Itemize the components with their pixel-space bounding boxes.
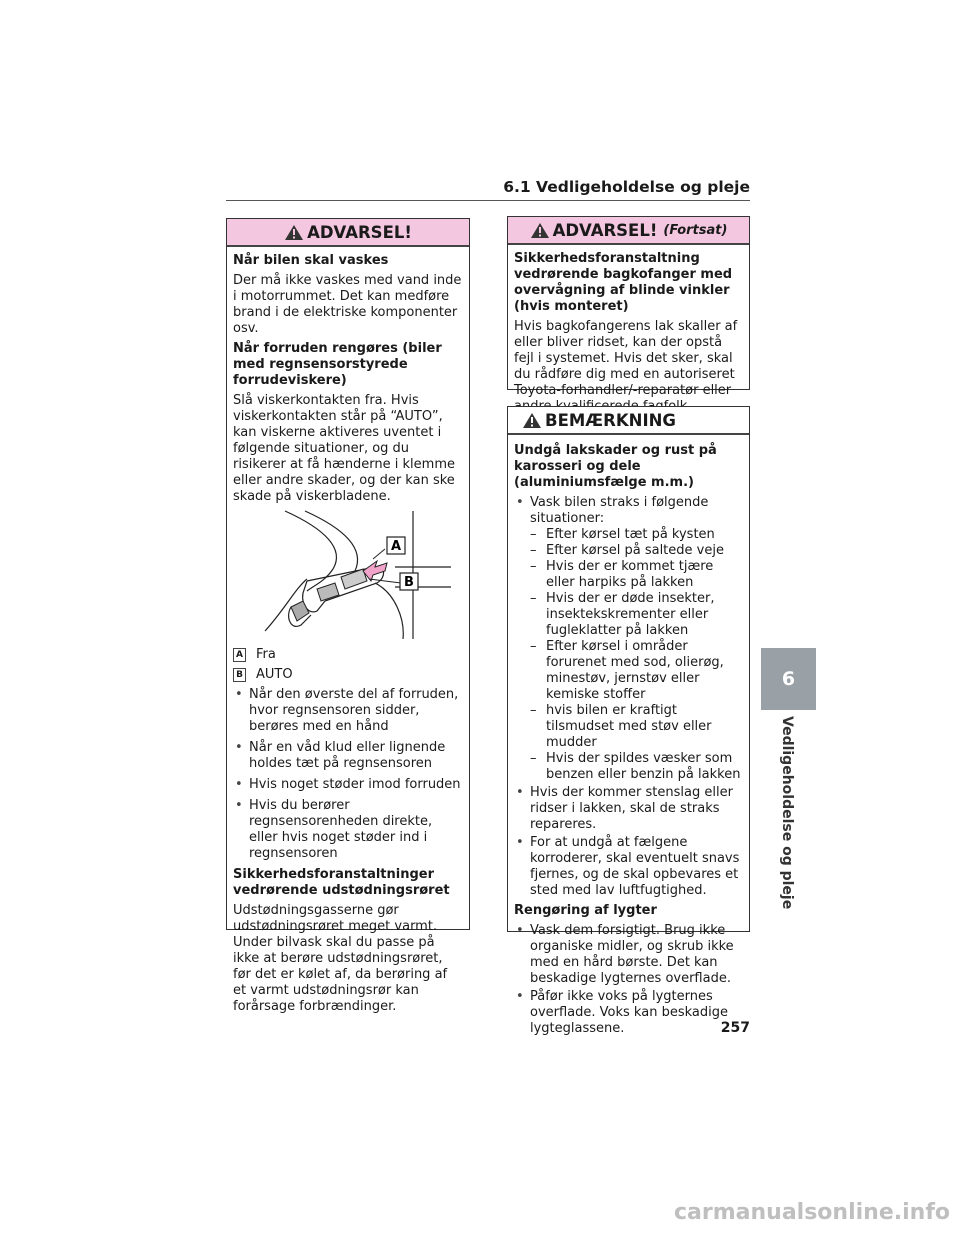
list-item: • Vask dem forsigtigt. Brug ikke organiske midler, og skrub ikke med en hård børste. Det kan beskadige lygternes overflade. [514, 923, 743, 987]
warning-box-continued [507, 216, 750, 398]
paint-bullet-list [514, 495, 743, 899]
legend-key-b: B [233, 668, 246, 682]
legend-text-b: AUTO [256, 667, 293, 682]
warning-box-left [226, 218, 470, 1014]
warning-title-text: ADVARSEL! [552, 221, 658, 240]
notice-title-text: BEMÆRKNING [545, 411, 676, 430]
sensor-bullet-list [233, 687, 463, 862]
heading-windshield: Når forruden rengøres (biler med regnsensorstyrede forrudeviskere) [233, 341, 442, 388]
list-item: • For at undgå at fælgene korroderer, skal eventuelt snavs fjernes, og de skal opbevares et sted med lav luftfugtighed. [514, 835, 743, 899]
list-item: • Hvis der kommer stenslag eller ridser i lakken, skal de straks repareres. [514, 785, 743, 833]
list-item [514, 495, 743, 783]
paragraph-rear-bumper: Hvis bagkofangerens lak skaller af eller bliver ridset, kan der opstå fejl i systemet. Hvis det sker, skal du rådføre dig med en autoriseret Toyota-forhandler/-reparatør eller [514, 319, 738, 398]
list-item: – hvis bilen er kraftigt tilsmudset med støv eller mudder [530, 703, 743, 751]
list-item: • Påfør ikke voks på lygternes overflade. Voks kan beskadige lygteglassene. [514, 989, 743, 1037]
figure-label-a: A [390, 539, 402, 554]
warning-box-title [508, 217, 749, 245]
list-item-text: Vask bilen straks i følgende situationer: [530, 495, 709, 526]
page-number: 257 [720, 1020, 750, 1036]
list-item: – Efter kørsel tæt på kysten [530, 527, 743, 543]
notice-icon [522, 412, 542, 429]
heading-rear-bumper: Sikkerhedsforanstaltning vedrørende bagkofanger med overvågning af blinde vinkler (hvis monteret) [514, 251, 733, 314]
list-item: • Når en våd klud eller lignende holdes tæt på regnsensoren [233, 740, 463, 772]
legend-item-a [233, 647, 463, 663]
wiper-switch-illustration [245, 509, 479, 643]
list-item: – Hvis der er døde insekter, insektekskrementer eller fugleklatter på lakken [530, 591, 743, 639]
watermark: carmanualsonline.info [674, 1200, 950, 1225]
notice-box-title [508, 407, 749, 435]
legend-text-a: Fra [256, 647, 276, 662]
heading-car-wash: Når bilen skal vaskes [233, 253, 389, 268]
list-item: • Når den øverste del af forruden, hvor regnsensoren sidder, berøres med en hånd [233, 687, 463, 735]
chapter-title-vertical [779, 716, 799, 916]
list-item: – Hvis der spildes væsker som benzen eller benzin på lakken [530, 751, 743, 783]
figure-label-b: B [404, 575, 414, 590]
situation-dash-list [530, 527, 743, 783]
continued-label: (Fortsat) [663, 223, 728, 238]
warning-box-title [227, 219, 469, 247]
heading-lights: Rengøring af lygter [514, 903, 657, 918]
heading-paint-damage: Undgå lakskader og rust på karosseri og dele (aluminiumsfælge m.m.) [514, 443, 717, 490]
legend-key-a: A [233, 648, 246, 662]
warning-icon [284, 224, 304, 241]
section-header: 6.1 Vedligeholdelse og pleje [226, 178, 750, 201]
list-item: – Efter kørsel på saltede veje [530, 543, 743, 559]
list-item: – Hvis der er kommet tjære eller harpiks på lakken [530, 559, 743, 591]
list-item: – Efter kørsel i områder forurenet med sod, olierøg, minestøv, jernstøv eller kemiske stoffer [530, 639, 743, 703]
heading-exhaust: Sikkerhedsforanstaltninger vedrørende udstødningsrøret [233, 867, 450, 898]
warning-icon [530, 222, 550, 239]
paragraph-car-wash: Der må ikke vaskes med vand inde i motorrummet. Det kan medføre brand i de elektriske komponenter osv. [233, 273, 462, 336]
paragraph-windshield: Slå viskerkontakten fra. Hvis viskerkontakten står på “AUTO”, kan viskerne aktiveres uventet i følgende situationer, og du risikerer at få hænderne i klemme eller andre skader, og der kan ske skade på viskerbladene. [233, 393, 455, 504]
list-item: • Hvis du berører regnsensorenheden direkte, eller hvis noget støder ind i regnsensoren [233, 798, 463, 862]
list-item: • Hvis noget støder imod forruden [233, 777, 463, 793]
chapter-title-text: Vedligeholdelse og pleje [779, 716, 795, 910]
paragraph-exhaust: Udstødningsgasserne gør udstødningsrøret meget varmt. Under bilvask skal du passe på ikke at berøre udstødningsrøret, før det er kølet af, da berøring af et varmt udstødningsrør kan forårsage forbrændinger. [233, 903, 448, 1014]
warning-title-text: ADVARSEL! [307, 223, 412, 242]
chapter-tab: 6 [761, 648, 816, 710]
legend-item-b [233, 667, 463, 683]
